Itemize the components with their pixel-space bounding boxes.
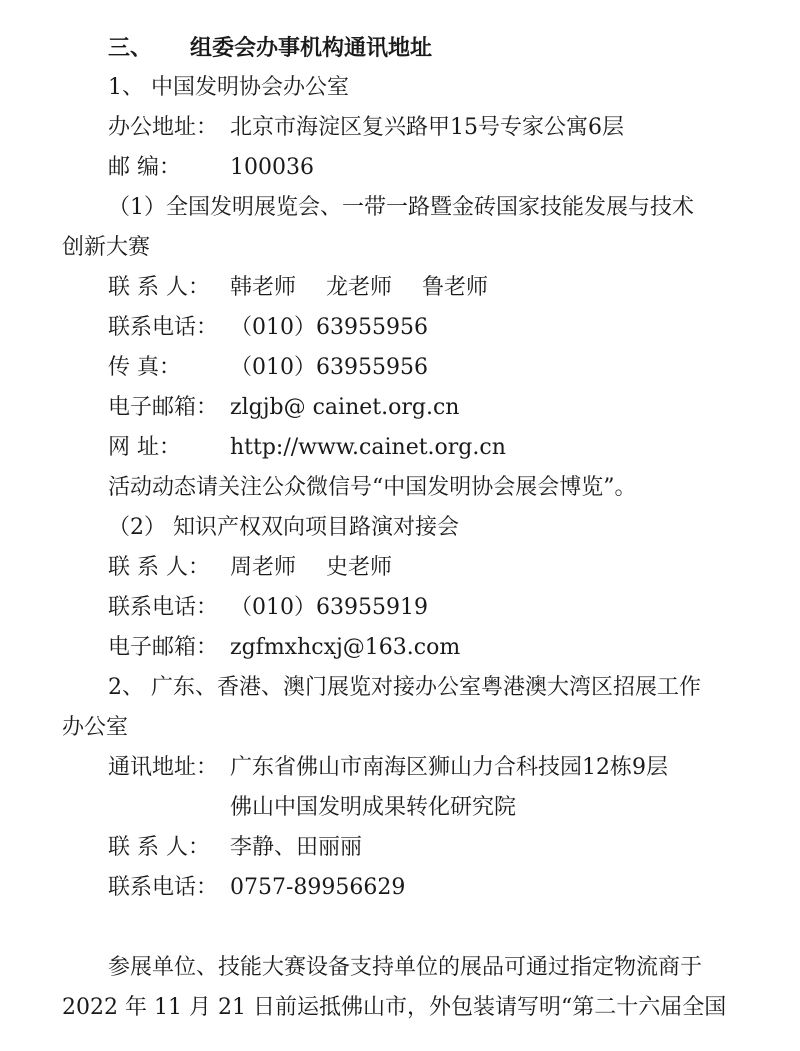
contest1-contact-row xyxy=(108,274,488,302)
section-title: 组委会办事机构通讯地址 xyxy=(190,35,433,61)
contact-name: 韩老师 xyxy=(230,275,297,300)
contact-name: 史老师 xyxy=(326,555,393,580)
email-value: zgfmxhcxj@163.com xyxy=(230,635,461,660)
address-label: 通讯地址： xyxy=(108,755,219,780)
contest2-contact-row xyxy=(108,554,392,582)
phone-label: 联系电话： xyxy=(108,875,219,900)
office2-heading-line2: 办公室 xyxy=(62,715,129,740)
office1-zip-row xyxy=(108,154,314,182)
contact-label: 联 系 人： xyxy=(108,275,210,300)
address-value: 广东省佛山市南海区狮山力合科技园12栋9层 xyxy=(230,755,668,780)
web-link[interactable]: http://www.cainet.org.cn xyxy=(230,435,506,460)
office2-heading-line1: 2、 广东、香港、澳门展览对接办公室粤港澳大湾区招展工作 xyxy=(108,675,701,700)
zip-label: 邮 编： xyxy=(108,155,181,180)
contact-label: 联 系 人： xyxy=(108,555,210,580)
office2-contact-row xyxy=(108,834,362,862)
email-label: 电子邮箱： xyxy=(108,395,219,420)
contact-name: 李静、田丽丽 xyxy=(230,835,363,860)
phone-label: 联系电话： xyxy=(108,595,219,620)
office2-phone-row xyxy=(108,874,405,902)
office2-address-row xyxy=(108,754,668,782)
contact-name: 龙老师 xyxy=(326,275,393,300)
contest2-title: （2） 知识产权双向项目路演对接会 xyxy=(108,515,459,540)
contest1-fax-row xyxy=(108,354,428,382)
fax-value: （010）63955956 xyxy=(230,355,428,380)
section-number: 三、 xyxy=(108,35,153,61)
wechat-notice: 活动动态请关注公众微信号“中国发明协会展会博览”。 xyxy=(108,475,637,500)
phone-value: （010）63955956 xyxy=(230,315,428,340)
contest1-email-row xyxy=(108,394,459,422)
web-label: 网 址： xyxy=(108,435,181,460)
contact-name: 周老师 xyxy=(230,555,297,580)
office2-address-line2: 佛山中国发明成果转化研究院 xyxy=(230,795,517,820)
address-label: 办公地址： xyxy=(108,115,219,140)
section-heading xyxy=(108,34,432,62)
contact-label: 联 系 人： xyxy=(108,835,210,860)
contest1-phone-row xyxy=(108,314,428,342)
phone-label: 联系电话： xyxy=(108,315,219,340)
contest2-email-row xyxy=(108,634,460,662)
office1-heading: 1、 中国发明协会办公室 xyxy=(108,75,349,100)
fax-label: 传 真： xyxy=(108,355,181,380)
office1-address-row xyxy=(108,114,624,142)
contest1-web-row xyxy=(108,434,506,462)
address-value: 北京市海淀区复兴路甲15号专家公寓6层 xyxy=(230,115,624,140)
footer-paragraph-line2: 2022 年 11 月 21 日前运抵佛山市，外包装请写明“第二十六届全国 xyxy=(62,995,727,1020)
footer-paragraph-line1: 参展单位、技能大赛设备支持单位的展品可通过指定物流商于 xyxy=(108,955,703,980)
contest1-title-line2: 创新大赛 xyxy=(62,235,151,260)
contest2-phone-row xyxy=(108,594,428,622)
contest1-title-line1: （1）全国发明展览会、一带一路暨金砖国家技能发展与技术 xyxy=(108,195,694,220)
phone-value: 0757-89956629 xyxy=(230,875,406,900)
contact-name: 鲁老师 xyxy=(422,275,489,300)
email-value: zlgjb@ cainet.org.cn xyxy=(230,395,460,420)
phone-value: （010）63955919 xyxy=(230,595,428,620)
email-label: 电子邮箱： xyxy=(108,635,219,660)
zip-value: 100036 xyxy=(230,155,314,180)
